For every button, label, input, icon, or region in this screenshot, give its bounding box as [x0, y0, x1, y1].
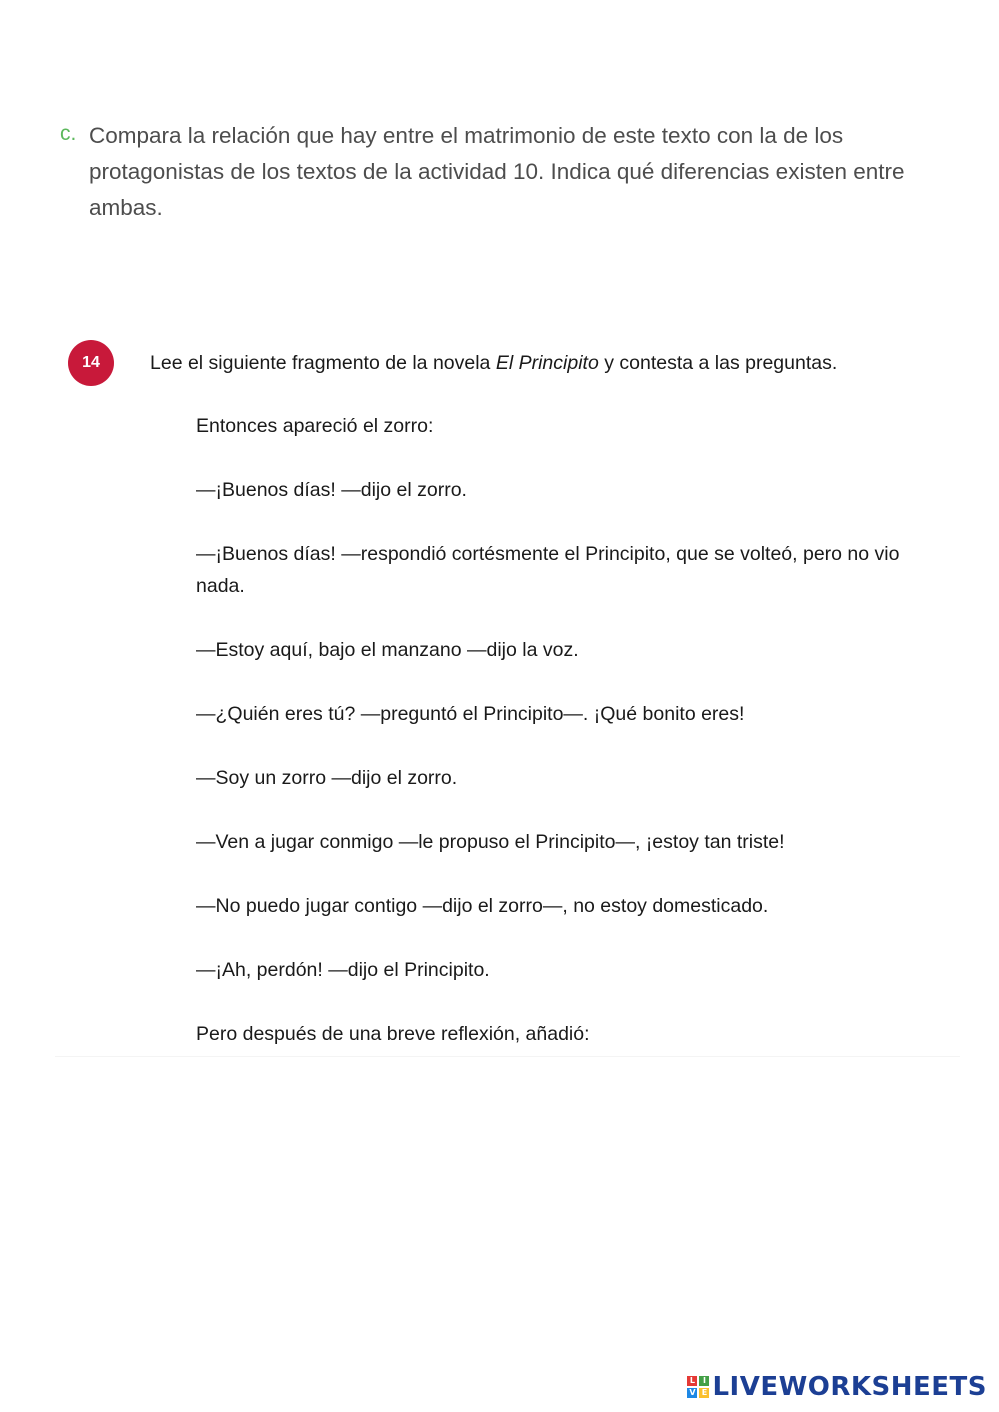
passage-line: Pero después de una breve reflexión, añadió:	[196, 1023, 590, 1045]
reading-passage	[196, 410, 941, 1082]
question-text: Compara la relación que hay entre el matrimonio de este texto con la de los protagonistas de los textos de la actividad 10. Indica qué diferencias existen entre ambas.	[89, 123, 905, 220]
logo-tile: L	[687, 1376, 697, 1386]
question-marker: c.	[60, 122, 77, 145]
activity-number-badge: 14	[68, 340, 114, 386]
logo-tile: E	[699, 1388, 709, 1398]
passage-line: —Ven a jugar conmigo —le propuso el Principito—, ¡estoy tan triste!	[196, 831, 785, 853]
liveworksheets-logo-icon	[687, 1376, 709, 1398]
logo-tile: I	[699, 1376, 709, 1386]
divider	[55, 1056, 960, 1057]
passage-line: —¡Ah, perdón! —dijo el Principito.	[196, 959, 490, 981]
instruction-text-start: Lee el siguiente fragmento de la novela	[150, 352, 496, 374]
logo-tile: V	[689, 1388, 696, 1397]
passage-line: —Soy un zorro —dijo el zorro.	[196, 767, 458, 789]
passage-line: —¿Quién eres tú? —preguntó el Principito—. ¡Qué bonito eres!	[196, 703, 745, 725]
book-title: El Principito	[495, 352, 599, 374]
passage-line: —¡Buenos días! —dijo el zorro.	[196, 479, 467, 501]
liveworksheets-brand	[687, 1369, 987, 1405]
instruction-text-end: y contesta a las preguntas.	[598, 352, 838, 374]
passage-line: —Estoy aquí, bajo el manzano —dijo la voz.	[196, 639, 579, 661]
brand-wordmark: LIVEWORKSHEETS	[712, 1372, 987, 1402]
passage-line: Entonces apareció el zorro:	[196, 415, 434, 437]
passage-line: —¡Buenos días! —respondió cortésmente el Principito, que se volteó, pero no vio nada.	[196, 543, 900, 597]
activity-instruction	[150, 350, 950, 376]
passage-line: —No puedo jugar contigo —dijo el zorro—, no estoy domesticado.	[196, 895, 769, 917]
